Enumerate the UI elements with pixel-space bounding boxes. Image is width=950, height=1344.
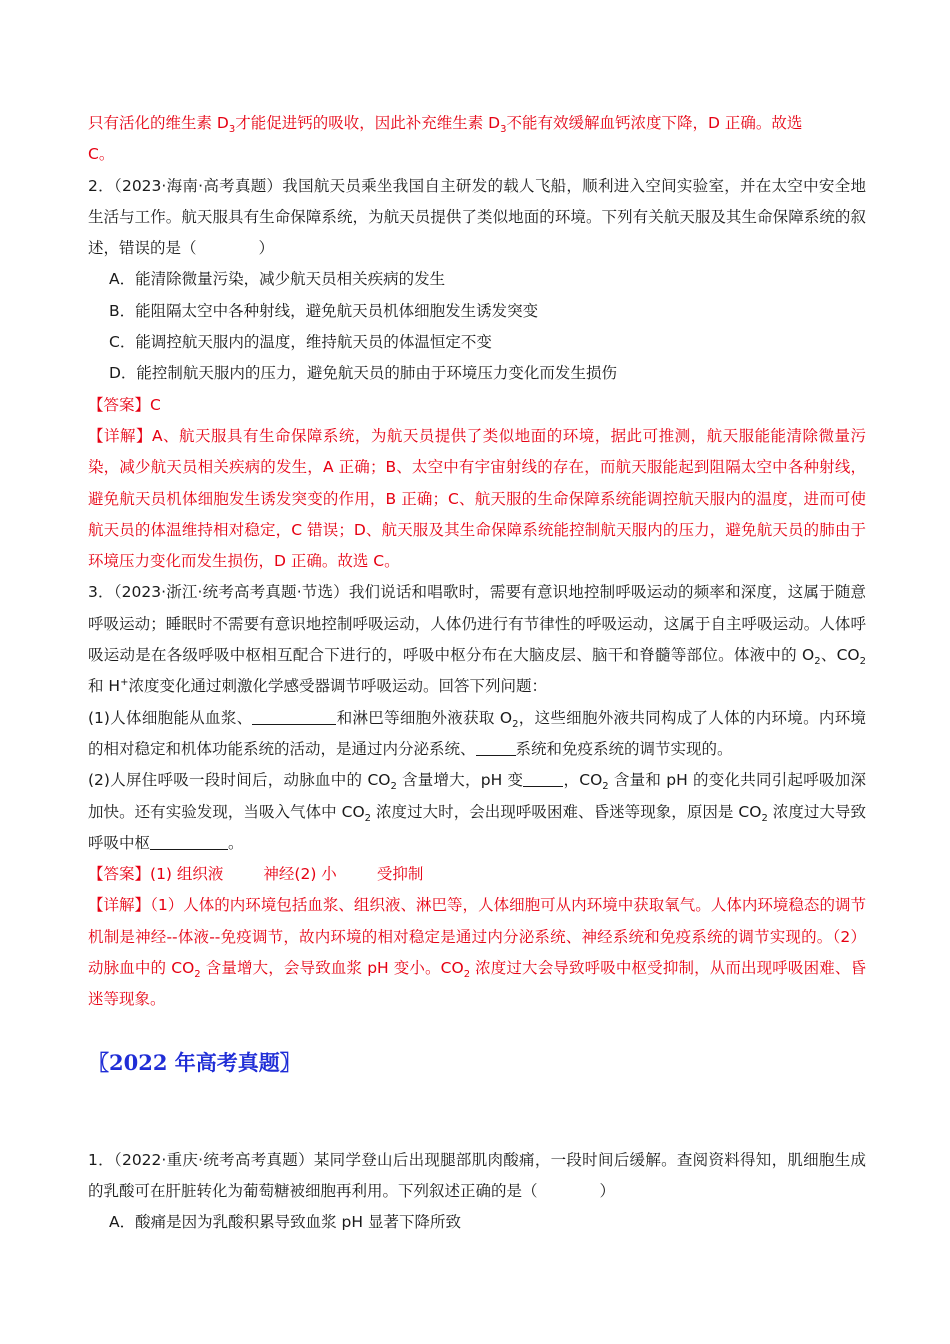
text-run: 。 (228, 833, 244, 852)
text-run: 和淋巴等细胞外液获取 O (336, 708, 513, 727)
subscript: 2 (602, 781, 609, 793)
answer-blank[interactable] (476, 739, 516, 756)
answer-label: 【答案】 (88, 865, 151, 884)
answer-value: 受抑制 (376, 865, 424, 884)
text-run: 含量增大，会导致血浆 pH 变小。CO (200, 959, 464, 978)
subscript: 3 (228, 124, 236, 136)
question-3-explanation (88, 890, 866, 1015)
text-run: 和 H (88, 677, 121, 696)
question-2-explanation (88, 421, 866, 577)
document-page (88, 108, 866, 1239)
text-run: 不能有效缓解血钙浓度下降，D 正确。故选 (506, 114, 803, 132)
text-run: 浓度过大时，会出现呼吸困难、昏迷等现象，原因是 CO (371, 802, 762, 821)
text-run: ，CO (563, 771, 603, 790)
answer-value: (2) 小 (294, 865, 337, 884)
question-3-stem (88, 577, 866, 702)
text-run: ，这些细胞外液共同构成了人体的内环境。内环境的相对稳定和机体功能系统的活动，是通过内分泌系统、 (88, 708, 866, 758)
text-run: 、CO (820, 646, 860, 665)
explanation-label: 【详解】 (88, 426, 152, 445)
question-3-sub-1 (88, 703, 866, 766)
text-run: 才能促进钙的吸收，因此补充维生素 D (235, 114, 501, 132)
text-run: 含量和 pH 的变化共同引起呼吸加深加快。还有实验发现，当吸入气体中 CO (88, 771, 866, 821)
question-3-sub-2 (88, 765, 866, 859)
answer-value: 神经 (263, 865, 295, 884)
text-run: （1）人体的内环境包括血浆、组织液、淋巴等，人体细胞可从内环境中获取氧气。人体内环境稳态的调节机制是神经--体液--免疫调节，故内环境的相对稳定是通过内分泌系统、神经系统和免疫系统的调节实现的。（2）动脉血中的 CO (88, 896, 866, 978)
question-3-answer (88, 859, 866, 890)
section-heading: 〖2022 年高考真题〗 (88, 1049, 301, 1075)
explanation-label: 【详解】 (88, 896, 151, 915)
text-run: (2)人屏住呼吸一段时间后，动脉血中的 CO (88, 771, 391, 790)
text-run: 只有活化的维生素 D (88, 114, 229, 132)
text-run: 浓度变化通过刺激化学感受器调节呼吸运动。回答下列问题： (128, 677, 547, 696)
subscript: 2 (364, 812, 372, 824)
subscript: 2 (463, 969, 471, 981)
question-2-option-a: A．能清除微量污染，减少航天员相关疾病的发生 (109, 270, 446, 289)
question-2022-1-option-a: A．酸痛是因为乳酸积累导致血浆 pH 显著下降所致 (109, 1213, 461, 1232)
text-run: 含量增大，pH 变 (396, 771, 524, 790)
explanation-text: A、航天服具有生命保障系统，为航天员提供了类似地面的环境，据此可推测，航天服能能清除微量污染，减少航天员相关疾病的发生，A 正确；B、太空中有宇宙射线的存在，而航天服能起到阻隔太空中各种射线，避免航天员机体细胞发生诱发突变的作用，B 正确；C、航天服的生命保障系统能调控航天服内的温度，进而可使航天员的体温维持相对稳定，C 错误；D、航天服及其生命保障系统能控制航天服内的压力，避免航天员的肺由于环境压力变化而发生损伤，D 正确。故选 C。 (88, 426, 866, 571)
superscript: + (120, 677, 129, 689)
text-run: (1)人体细胞能从血浆、 (88, 708, 253, 727)
text-run: 浓度过大会导致呼吸中枢受抑制，从而出现呼吸困难、昏迷等现象。 (88, 959, 866, 1009)
text-run: 系统和免疫系统的调节实现的。 (515, 739, 733, 758)
answer-blank[interactable] (523, 771, 563, 788)
question-2-option-c: C．能调控航天服内的温度，维持航天员的体温恒定不变 (109, 333, 492, 352)
answer-value: (1) 组织液 (150, 865, 224, 884)
subscript: 3 (500, 124, 507, 136)
subscript: 2 (390, 781, 397, 793)
question-2-answer (88, 390, 866, 421)
subscript: 2 (512, 718, 519, 730)
question-2022-1-stem: 1．（2022·重庆·统考高考真题）某同学登山后出现腿部肌肉酸痛，一段时间后缓解。查阅资料得知，肌细胞生成的乳酸可在肝脏转化为葡萄糖被细胞再利用。下列叙述正确的是（ ） (88, 1150, 866, 1200)
question-2-option-b: B．能阻隔太空中各种射线，避免航天员机体细胞发生诱发突变 (109, 301, 539, 320)
subscript: 2 (194, 969, 201, 981)
text-run: 3．（2023·浙江·统考高考真题·节选）我们说话和唱歌时，需要有意识地控制呼吸运动的频率和深度，这属于随意呼吸运动；睡眠时不需要有意识地控制呼吸运动，人体仍进行有节律性的呼吸运动，这属于自主呼吸运动。人体呼吸运动是在各级呼吸中枢相互配合下进行的，呼吸中枢分布在大脑皮层、脑干和脊髓等部位。体液中的 O (88, 583, 866, 665)
answer-label: 【答案】 (88, 395, 151, 414)
previous-explanation-tail (88, 108, 866, 171)
answer-value: C (150, 395, 161, 414)
question-2-option-d: D．能控制航天服内的压力，避免航天员的肺由于环境压力变化而发生损伤 (109, 364, 617, 383)
text-run: C。 (88, 145, 115, 164)
subscript: 2 (761, 812, 768, 824)
answer-blank[interactable] (150, 833, 228, 850)
answer-blank[interactable] (252, 708, 336, 725)
subscript: 2 (859, 656, 866, 668)
question-2-stem: 2．（2023·海南·高考真题）我国航天员乘坐我国自主研发的载人飞船，顺利进入空间实验室，并在太空中安全地生活与工作。航天服具有生命保障系统，为航天员提供了类似地面的环境。下列有关航天服及其生命保障系统的叙述，错误的是（ ） (88, 176, 866, 258)
subscript: 2 (814, 656, 821, 668)
text-run: 浓度过大导致呼吸中枢 (88, 802, 866, 852)
